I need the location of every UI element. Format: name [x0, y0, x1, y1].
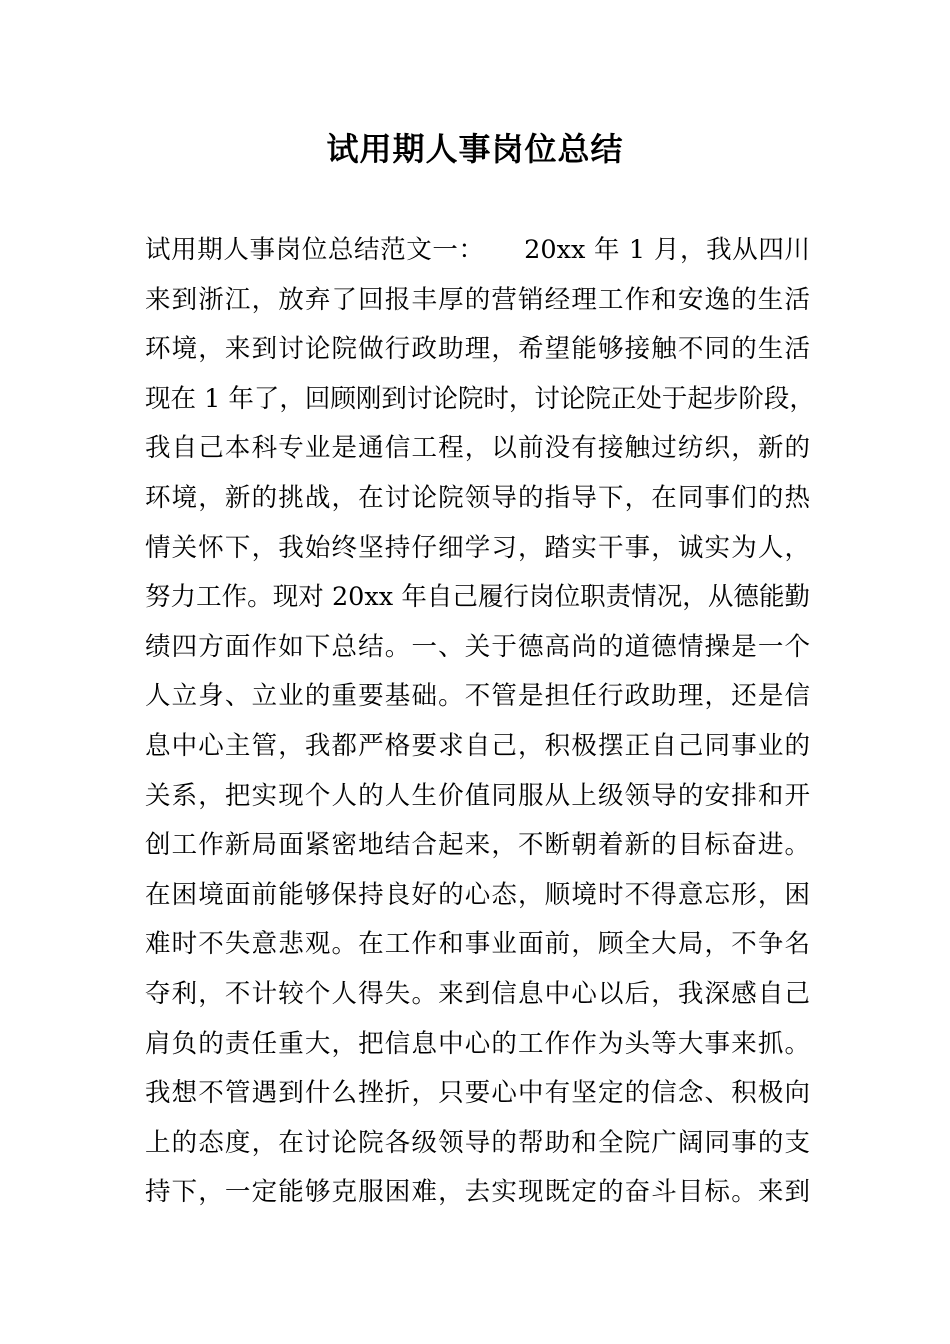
body-line: 我想不管遇到什么挫折，只要心中有坚定的信念、积极向 [145, 1078, 810, 1109]
document-title: 试用期人事岗位总结 [326, 130, 624, 168]
body-line: 在困境面前能够保持良好的心态，顺境时不得意忘形，困 [145, 879, 810, 910]
body-line: 绩四方面作如下总结。一、关于德高尚的道德情操是一个 [145, 631, 810, 662]
body-line: 持下，一定能够克服困难，去实现既定的奋斗目标。来到 [145, 1177, 810, 1208]
body-line: 努力工作。现对 20xx 年自己履行岗位职责情况，从德能勤 [145, 582, 810, 613]
body-line: 关系，把实现个人的人生价值同服从上级领导的安排和开 [145, 780, 810, 811]
body-line: 夺利，不计较个人得失。来到信息中心以后，我深感自己 [145, 978, 810, 1009]
body-line: 人立身、立业的重要基础。不管是担任行政助理，还是信 [145, 681, 810, 712]
body-line: 情关怀下，我始终坚持仔细学习，踏实干事，诚实为人， [145, 532, 810, 563]
document-body [145, 226, 815, 1218]
body-line: 试用期人事岗位总结范文一： 20xx 年 1 月，我从四川 [145, 235, 810, 265]
body-line: 上的态度，在讨论院各级领导的帮助和全院广阔同事的支 [145, 1127, 810, 1158]
body-line: 难时不失意悲观。在工作和事业面前，顾全大局，不争名 [145, 929, 810, 960]
body-line: 创工作新局面紧密地结合起来，不断朝着新的目标奋进。 [145, 830, 810, 861]
body-line: 环境，来到讨论院做行政助理，希望能够接触不同的生活 [145, 334, 810, 365]
body-line: 肩负的责任重大，把信息中心的工作作为头等大事来抓。 [145, 1028, 810, 1059]
body-line: 我自己本科专业是通信工程，以前没有接触过纺织，新的 [145, 433, 810, 464]
body-line: 息中心主管，我都严格要求自己，积极摆正自己同事业的 [145, 730, 810, 761]
body-line: 环境，新的挑战，在讨论院领导的指导下，在同事们的热 [145, 482, 810, 513]
body-line: 现在 1 年了，回顾刚到讨论院时，讨论院正处于起步阶段， [145, 383, 815, 414]
body-line: 来到浙江，放弃了回报丰厚的营销经理工作和安逸的生活 [145, 284, 810, 315]
